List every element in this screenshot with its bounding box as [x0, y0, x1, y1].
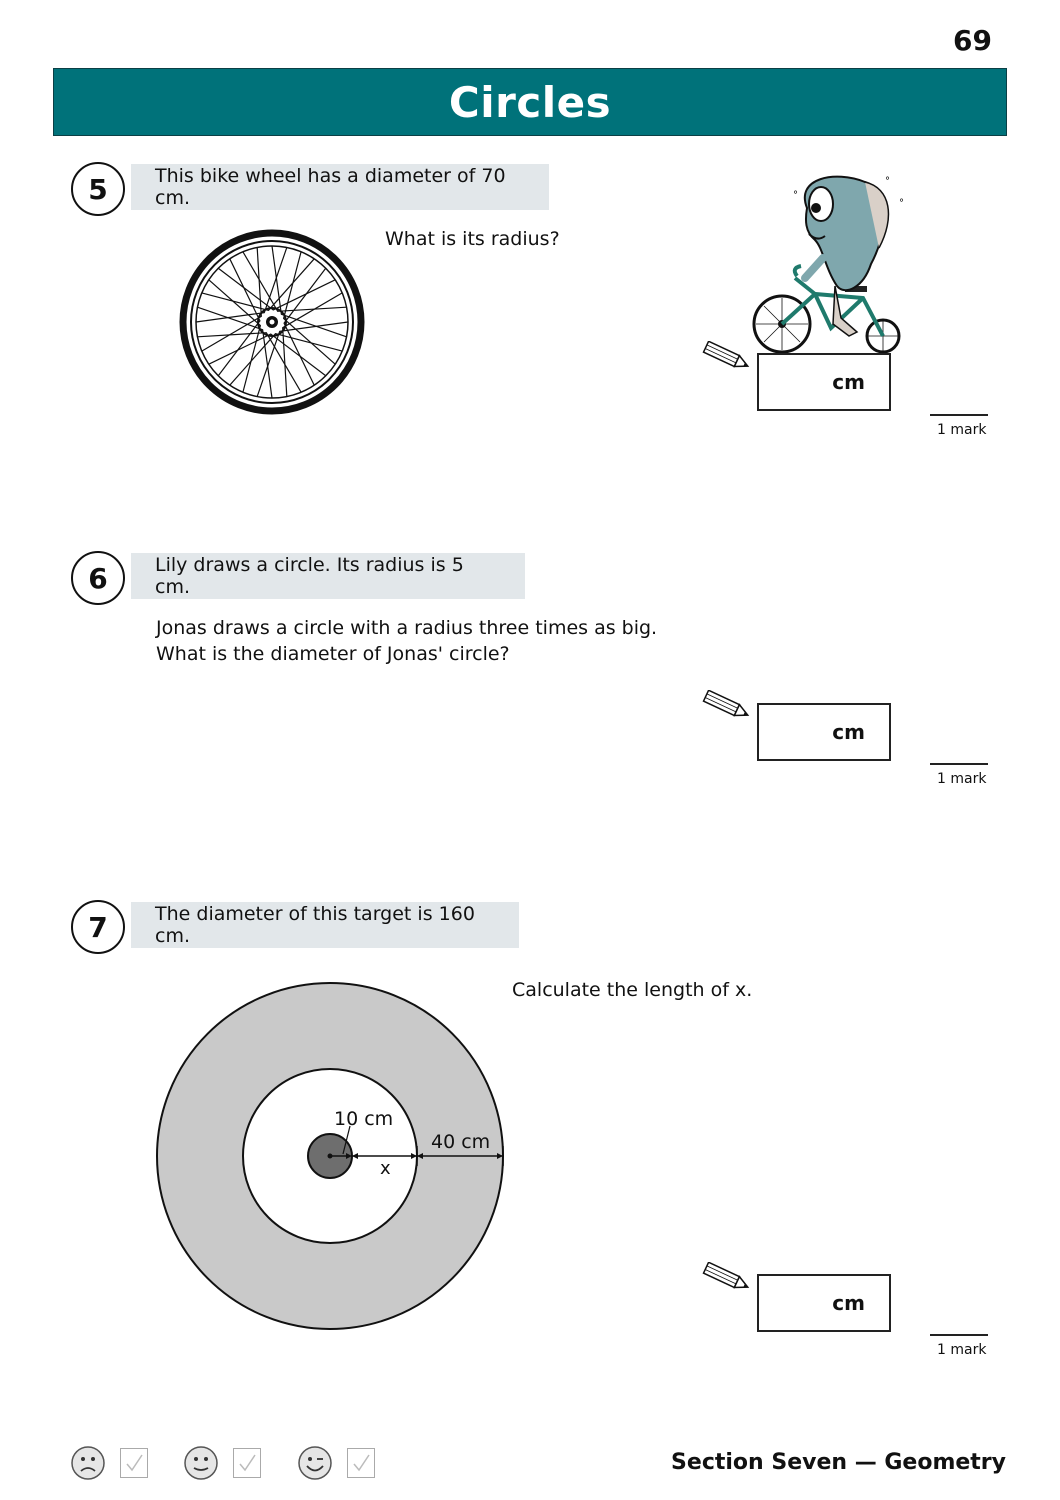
sad-face-icon[interactable] [70, 1445, 106, 1481]
page-title: Circles [448, 77, 612, 127]
svg-text:°: ° [899, 198, 904, 209]
mark-line [930, 1334, 988, 1336]
wheel-spoke [284, 252, 302, 319]
title-banner [53, 68, 1007, 136]
pencil-icon [698, 1262, 754, 1292]
page-number: 69 [953, 24, 992, 57]
mark-label: 1 mark [937, 422, 987, 438]
question-6-header: Lily draws a circle. Its radius is 5 cm. [131, 553, 525, 599]
question-5-header: This bike wheel has a diameter of 70 cm. [131, 164, 549, 210]
answer-unit: cm [832, 370, 865, 394]
check-icon [121, 1449, 147, 1477]
check-icon [234, 1449, 260, 1477]
question-number-5: 5 [71, 162, 125, 216]
label-x: x [380, 1158, 391, 1179]
bike-wheel-image [178, 228, 366, 416]
svg-text:°: ° [885, 176, 890, 187]
question-number-6: 6 [71, 551, 125, 605]
answer-unit: cm [832, 1291, 865, 1315]
answer-box-q5[interactable] [757, 353, 891, 411]
label-ring-width: 40 cm [431, 1131, 491, 1153]
pencil-icon [698, 690, 754, 720]
target-diagram [150, 976, 510, 1336]
question-5-prompt: What is its radius? [385, 228, 560, 250]
check-icon [348, 1449, 374, 1477]
tick-box[interactable] [120, 1448, 148, 1478]
label-inner-radius: 10 cm [334, 1108, 394, 1130]
neutral-face-icon[interactable] [183, 1445, 219, 1481]
question-6-prompt-line2: What is the diameter of Jonas' circle? [156, 643, 510, 665]
question-7-prompt: Calculate the length of x. [512, 979, 753, 1001]
answer-box-q7[interactable] [757, 1274, 891, 1332]
section-footer: Section Seven — Geometry [671, 1450, 1006, 1475]
mark-line [930, 414, 988, 416]
mark-label: 1 mark [937, 1342, 987, 1358]
happy-face-icon[interactable] [297, 1445, 333, 1481]
question-7-header: The diameter of this target is 160 cm. [131, 902, 519, 948]
question-6-prompt-line1: Jonas draws a circle with a radius three times as big. [156, 617, 658, 639]
svg-text:°: ° [793, 190, 798, 201]
wheel-spoke [202, 293, 269, 311]
wheel-spoke [243, 325, 261, 392]
tick-box[interactable] [233, 1448, 261, 1478]
wheel-spoke [275, 334, 342, 352]
mark-label: 1 mark [937, 771, 987, 787]
answer-box-q6[interactable] [757, 703, 891, 761]
tick-box[interactable] [347, 1448, 375, 1478]
mark-line [930, 763, 988, 765]
answer-unit: cm [832, 720, 865, 744]
pencil-icon [698, 341, 754, 371]
cyclist-creature-illustration [745, 168, 910, 358]
question-number-7: 7 [71, 900, 125, 954]
